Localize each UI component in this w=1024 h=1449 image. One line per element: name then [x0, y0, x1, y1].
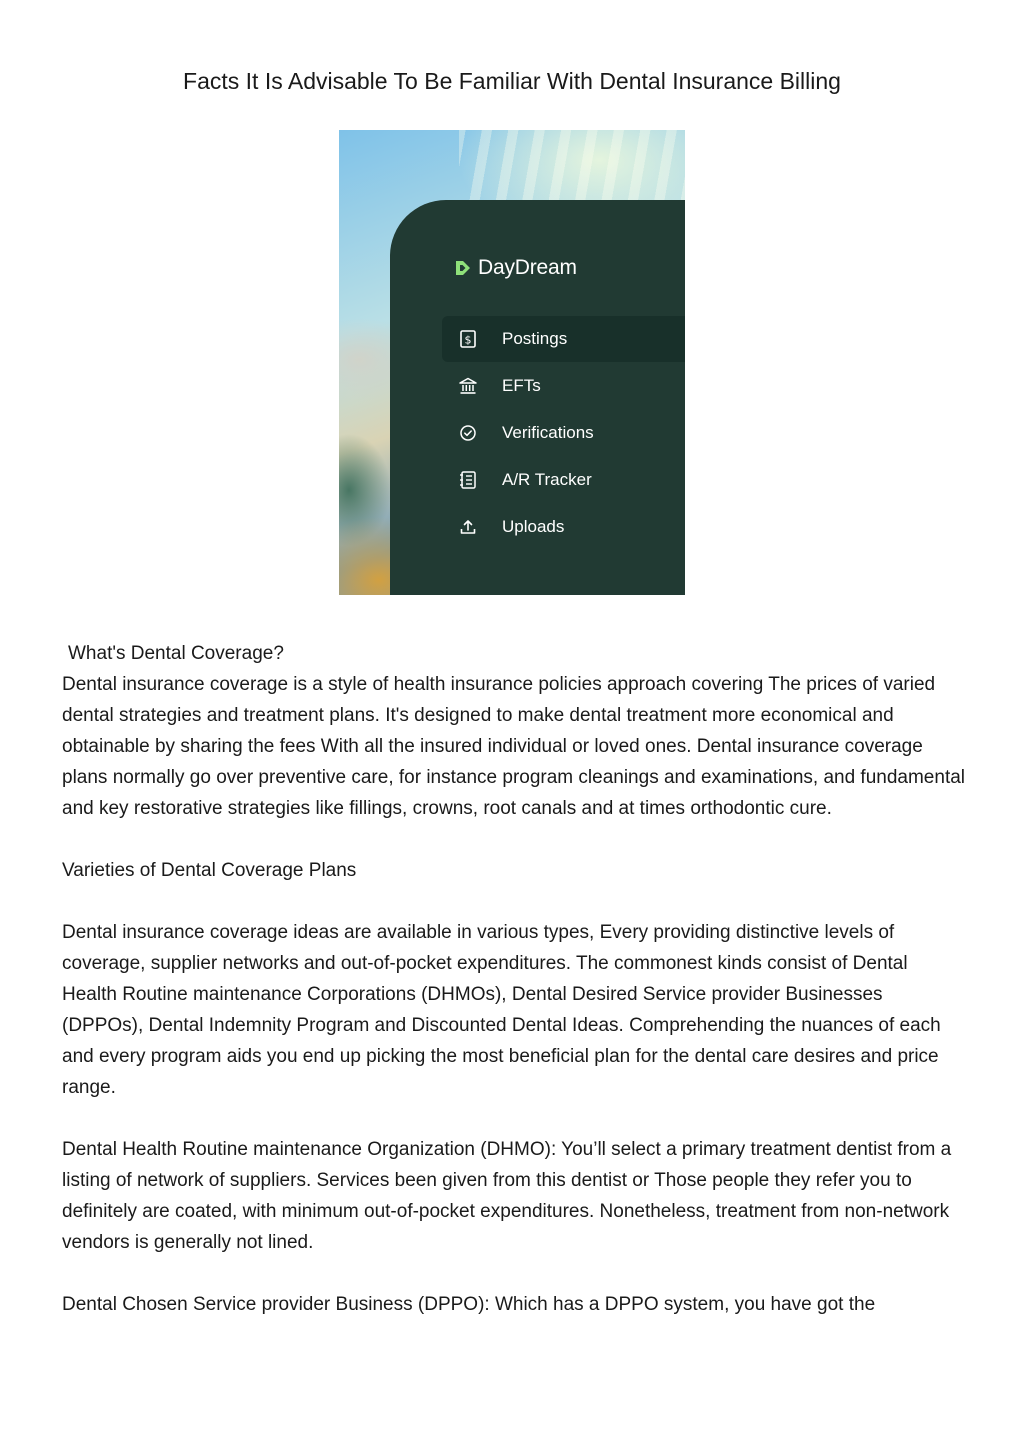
sidebar-menu — [442, 316, 685, 551]
paragraph: Dental Health Routine maintenance Organization (DHMO): You’ll select a primary treatment dentist from a listing of network of suppliers. Services been given from this dentist or Those people they refer you to definitely are coated, with minimum out-of-pocket expenditures. Nonetheless, treatment from non-network vendors is generally not lined. — [62, 1139, 952, 1253]
brand-name: DayDream — [478, 256, 577, 279]
svg-text:$: $ — [464, 333, 472, 347]
sidebar-panel — [390, 200, 685, 595]
sidebar-item-ar-tracker[interactable] — [442, 457, 685, 503]
sidebar-item-postings[interactable] — [442, 316, 685, 362]
paragraph: Dental insurance coverage is a style of health insurance policies approach covering The prices of varied dental strategies and treatment plans. It's designed to make dental treatment more economical and obtainable by sharing the fees With all the insured individual or loved ones. Dental insurance coverage plans normally go over preventive care, for instance program cleanings and examinations, and fundamental and key restorative strategies like fillings, crowns, root canals and at times orthodontic cure. — [62, 674, 966, 819]
paragraph: Dental Chosen Service provider Business (DPPO): Which has a DPPO system, you have got the — [62, 1294, 876, 1315]
dollar-document-icon — [458, 329, 478, 349]
article-body — [62, 638, 967, 1351]
upload-icon — [458, 517, 478, 537]
sidebar-item-verifications[interactable] — [442, 410, 685, 456]
bank-icon — [458, 376, 478, 396]
page-title: Facts It Is Advisable To Be Familiar With Dental Insurance Billing — [183, 68, 841, 94]
brand[interactable] — [454, 256, 577, 280]
daydream-screenshot-figure — [339, 130, 685, 595]
sidebar-item-label: EFTs — [502, 376, 541, 395]
daydream-logo-icon — [454, 259, 472, 277]
sidebar-item-uploads[interactable] — [442, 504, 685, 550]
sidebar-item-label: Postings — [502, 329, 568, 348]
section-heading: Varieties of Dental Coverage Plans — [62, 860, 357, 881]
sidebar-item-efts[interactable] — [442, 363, 685, 409]
sidebar-item-label: Verifications — [502, 423, 594, 442]
sidebar-item-label: A/R Tracker — [502, 470, 592, 489]
check-circle-icon — [458, 423, 478, 443]
section-heading: What's Dental Coverage? — [68, 643, 284, 664]
ledger-icon — [458, 470, 478, 490]
sidebar-item-label: Uploads — [502, 517, 565, 536]
paragraph: Dental insurance coverage ideas are available in various types, Every providing distinctive levels of coverage, supplier networks and out-of-pocket expenditures. The commonest kinds consist of Dental Health Routine maintenance Corporations (DHMOs), Dental Desired Service provider Businesses (DPPOs), Dental Indemnity Program and Discounted Dental Ideas. Comprehending the nuances of each and every program aids you end up picking the most beneficial plan for the dental care desires and price range. — [62, 922, 941, 1098]
